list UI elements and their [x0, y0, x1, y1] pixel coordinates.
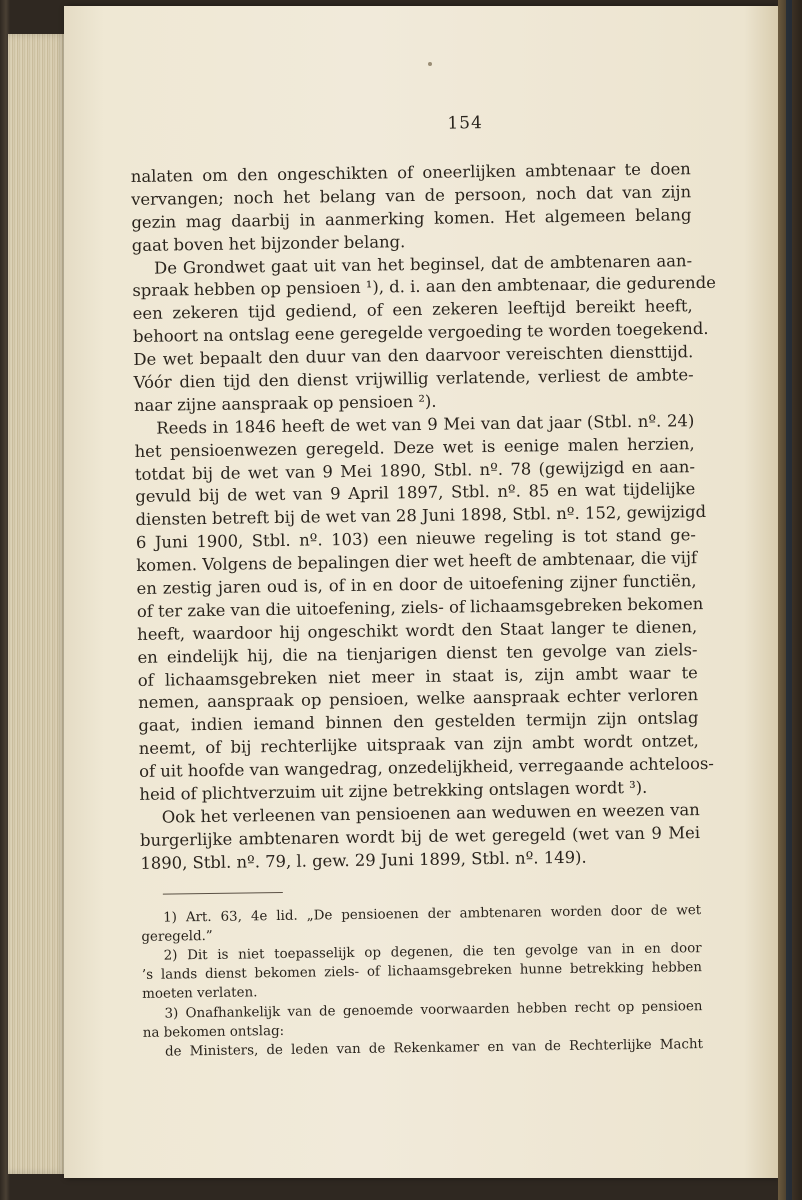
body-line: gaat boven het bijzonder belang. [131, 231, 406, 255]
body-line: heid of plichtverzuim uit zijne betrekking ontslagen wordt ³). [139, 777, 648, 804]
paper-speck [428, 62, 432, 66]
body-line: Reeds in 1846 heeft de wet van 9 Mei van dat jaar (Stbl. nº. 24) [156, 410, 695, 438]
body-line: heeft, waardoor hij ongeschikt wordt den Staat langer te dienen, [137, 616, 698, 644]
page-content [130, 109, 783, 1062]
footnote-line: geregeld.” [141, 928, 213, 945]
body-line: en eindelijk hij, die na tienjarigen dienst ten gevolge van ziels- [137, 639, 698, 667]
footnote-line: 3) Onafhankelijk van de genoemde voorwaarden hebben recht op pensioen [164, 998, 703, 1022]
body-line: behoort na ontslag eene geregelde vergoeding te worden toegekend. [132, 319, 709, 347]
body-line: spraak hebben op pensioen ¹), d. i. aan den ambtenaar, die gedurende [132, 273, 716, 301]
book-page-edges [8, 34, 68, 1174]
body-line: het pensioenwezen geregeld. Deze wet is eenige malen herzien, [134, 433, 695, 461]
body-line: gaat, indien iemand binnen den gestelden termijn zijn ontslag [138, 708, 699, 736]
body-line: gezin mag daarbij in aanmerking komen. Het algemeen belang [131, 204, 692, 232]
body-line: naar zijne aanspraak op pensioen ²). [133, 391, 437, 415]
footnote-line: moeten verlaten. [142, 985, 258, 1003]
body-text [131, 157, 781, 875]
footnote-line: na bekomen ontslag: [142, 1023, 285, 1041]
footnote-divider [163, 892, 283, 895]
body-line: nalaten om den ongeschikten of oneerlijken ambtenaar te doen [130, 159, 691, 186]
body-line: of uit hoofde van wangedrag, onzedelijkheid, verregaande achteloos- [138, 754, 714, 782]
body-line: Ook het verleenen van pensioenen aan weduwen en weezen van [161, 800, 700, 827]
footnote-line: 1) Art. 63, 4e lid. „De pensioenen der ambtenaren worden door de wet [163, 902, 702, 926]
body-line: neemt, of bij rechterlijke uitspraak van zijn ambt wordt ontzet, [138, 731, 699, 759]
footnote-line: 2) Dit is niet toepasselijk op degenen, die ten gevolge van in en door [163, 941, 702, 964]
body-line: en zestig jaren oud is, of in en door de uitoefening zijner functiën, [136, 571, 697, 598]
spine-stripe [786, 0, 792, 1200]
body-line: komen. Volgens de bepalingen dier wet heeft de ambtenaar, die vijf [136, 548, 698, 576]
footnotes [141, 900, 783, 1062]
body-line: burgerlijke ambtenaren wordt bij de wet geregeld (wet van 9 Mei [139, 822, 701, 850]
footnote-line: ’s lands dienst bekomen ziels- of lichaamsgebreken hunne betrekking hebben [141, 960, 703, 984]
page-number: 154 [447, 113, 483, 134]
body-line: 6 Juni 1900, Stbl. nº. 103) een nieuwe regeling is tot stand ge- [135, 525, 697, 553]
body-line: een zekeren tijd gediend, of een zekeren leeftijd bereikt heeft, [132, 296, 693, 324]
body-line: diensten betreft bij de wet van 28 Juni 1898, Stbl. nº. 152, gewijzigd [135, 502, 707, 530]
body-line: totdat bij de wet van 9 Mei 1890, Stbl. nº. 78 (gewijzigd en aan- [134, 456, 696, 484]
body-line: of lichaamsgebreken niet meer in staat is, zijn ambt waar te [137, 662, 698, 690]
body-line: Vóór dien tijd den dienst vrijwillig verlatende, verliest de ambte- [133, 365, 694, 392]
body-line: nemen, aanspraak op pensioen, welke aanspraak echter verloren [138, 685, 699, 713]
body-line: of ter zake van die uitoefening, ziels- of lichaamsgebreken bekomen [136, 593, 704, 621]
body-line: 1890, Stbl. nº. 79, l. gew. 29 Juni 1899, Stbl. nº. 149). [140, 847, 587, 873]
footnote-line: de Ministers, de leden van de Rekenkamer en van de Rechterlijke Macht [164, 1037, 704, 1060]
body-line: vervangen; noch het belang van de persoon, noch dat van zijn [131, 182, 692, 209]
body-line: gevuld bij de wet van 9 April 1897, Stbl. nº. 85 en wat tijdelijke [135, 479, 696, 507]
body-line: De wet bepaalt den duur van den daarvoor vereischten diensttijd. [133, 342, 694, 370]
body-line: De Grondwet gaat uit van het beginsel, dat de ambtenaren aan- [153, 250, 693, 278]
